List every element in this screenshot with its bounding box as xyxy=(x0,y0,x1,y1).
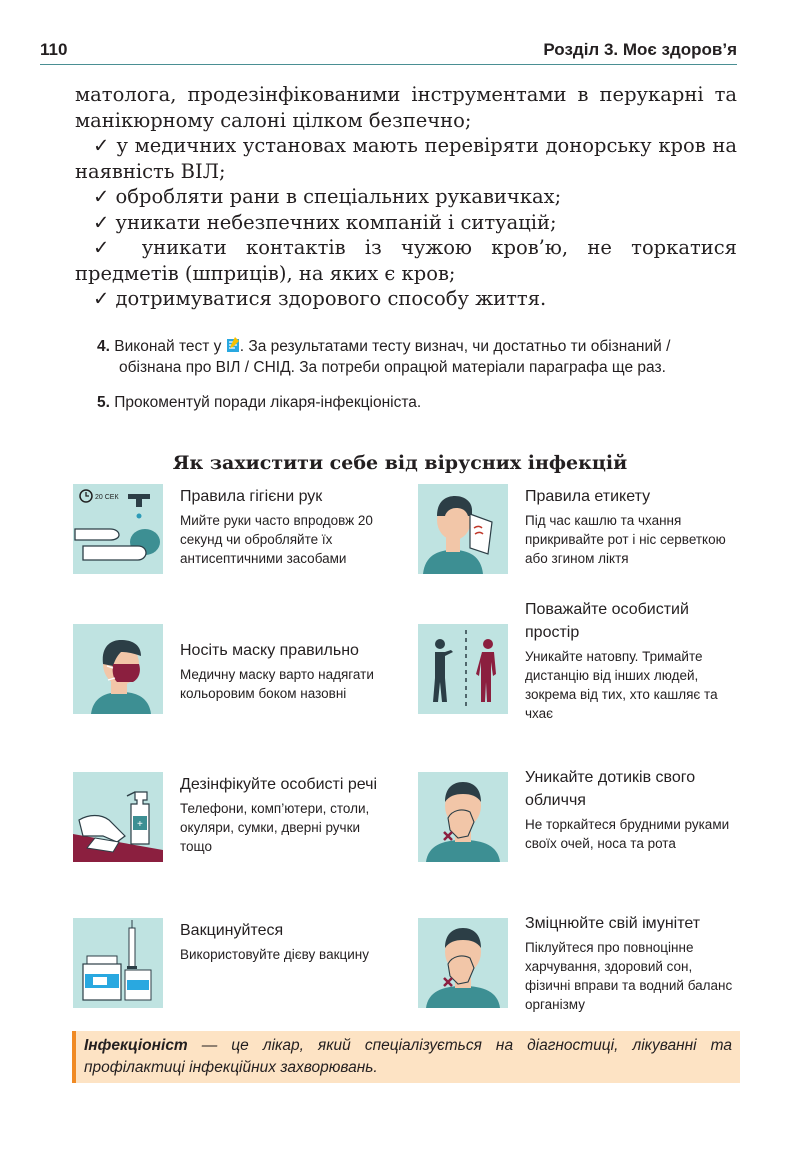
tip-description: Використовуйте дієву вакцину xyxy=(180,947,369,962)
paragraph-continuation: матолога, продезінфікованими інструментами в перукарні та манікюрному салоні цілком безпечно; xyxy=(75,83,737,132)
tip-text xyxy=(525,766,735,853)
tip-title: Вакцинуйтеся xyxy=(180,922,284,939)
infographic-title: Як захистити себе від вірусних інфекцій xyxy=(172,452,628,474)
task-text: Прокоментуй поради лікаря-інфекціоніста. xyxy=(114,394,422,411)
section-title: Розділ 3. Моє здоров’я xyxy=(543,40,737,59)
tip-title: Правила етикету xyxy=(525,488,651,505)
tip-title: Уникайте дотиків свого обличчя xyxy=(525,769,696,809)
tip-description: Медичну маску варто надягати кольоровим боком назовні xyxy=(180,667,374,701)
face-mask-icon xyxy=(73,624,163,714)
page-header xyxy=(40,34,737,65)
tasks xyxy=(97,336,737,427)
tip-text xyxy=(180,485,390,568)
definition-note xyxy=(72,1031,740,1083)
disinfect-spray-icon xyxy=(73,772,163,862)
hand-washing-icon xyxy=(73,484,163,574)
tip-text xyxy=(180,773,390,856)
timer-label: 20 СЕК xyxy=(95,494,119,501)
task-5 xyxy=(97,392,737,413)
tip-text xyxy=(525,485,735,568)
task-number: 4. xyxy=(97,338,110,355)
task-text: Виконай тест у xyxy=(114,338,222,355)
tip-text xyxy=(180,639,390,703)
tip-title: Правила гігієни рук xyxy=(180,488,323,505)
check-item: ✓ дотримуватися здорового способу життя. xyxy=(93,287,547,310)
page-number: 110 xyxy=(40,40,68,59)
tip-description: Уникайте натовпу. Тримайте дистанцію від інших людей, зокрема від тих, хто кашляє та чхає xyxy=(525,649,718,721)
definition-term: Інфекціоніст xyxy=(84,1037,188,1054)
tip-description: Не торкайтеся брудними руками своїх очей, носа та рота xyxy=(525,817,730,851)
tip-title: Носіть маску правильно xyxy=(180,642,359,659)
tip-text xyxy=(180,919,390,964)
task-text: . За результатами тесту визнач, чи достатньо ти обізнаний / обізнана про ВІЛ / СНІД. За потреби опрацюй матеріали параграфа ще раз. xyxy=(119,338,671,376)
tip-description: Під час кашлю та чхання прикривайте рот і ніс серветкою або згином ліктя xyxy=(525,513,726,566)
distance-icon xyxy=(418,624,508,714)
check-item: ✓ обробляти рани в спеціальних рукавичках; xyxy=(93,185,562,208)
face-touch-icon xyxy=(418,918,508,1008)
tip-text xyxy=(525,598,735,723)
body-text xyxy=(75,82,737,312)
tip-text xyxy=(525,912,735,1014)
definition-text: Інфекціоніст — це лікар, який спеціалізується на діагностиці, лікуванні та профілактиці інфекційних захворювань. xyxy=(84,1037,732,1076)
svg-text:+: + xyxy=(137,819,143,830)
check-item: ✓ уникати контактів із чужою кров’ю, не торкатися предметів (шприців), на яких є кров; xyxy=(75,236,737,285)
check-item: ✓ у медичних установах мають перевіряти донорську кров на наявність ВІЛ; xyxy=(75,134,737,183)
tip-description: Мийте руки часто впродовж 20 секунд чи обробляйте їх антисептичними засобами xyxy=(180,513,373,566)
task-4 xyxy=(97,336,737,378)
tip-title: Зміцнюйте свій імунітет xyxy=(525,915,701,932)
tip-title: Поважайте особистий простір xyxy=(525,601,689,641)
sneeze-napkin-icon xyxy=(418,484,508,574)
check-item: ✓ уникати небезпечних компаній і ситуацій; xyxy=(93,210,557,234)
tip-title: Дезінфікуйте особисті речі xyxy=(180,776,377,793)
vaccine-vial-icon xyxy=(73,918,163,1008)
face-touch-icon xyxy=(418,772,508,862)
test-notebook-icon[interactable] xyxy=(226,337,240,353)
tip-description: Піклуйтеся про повноцінне харчування, здоровий сон, фізичні вправи та водний баланс організму xyxy=(525,940,733,1012)
tip-description: Телефони, комп’ютери, столи, окуляри, сумки, дверні ручки тощо xyxy=(180,801,370,854)
task-number: 5. xyxy=(97,394,110,411)
